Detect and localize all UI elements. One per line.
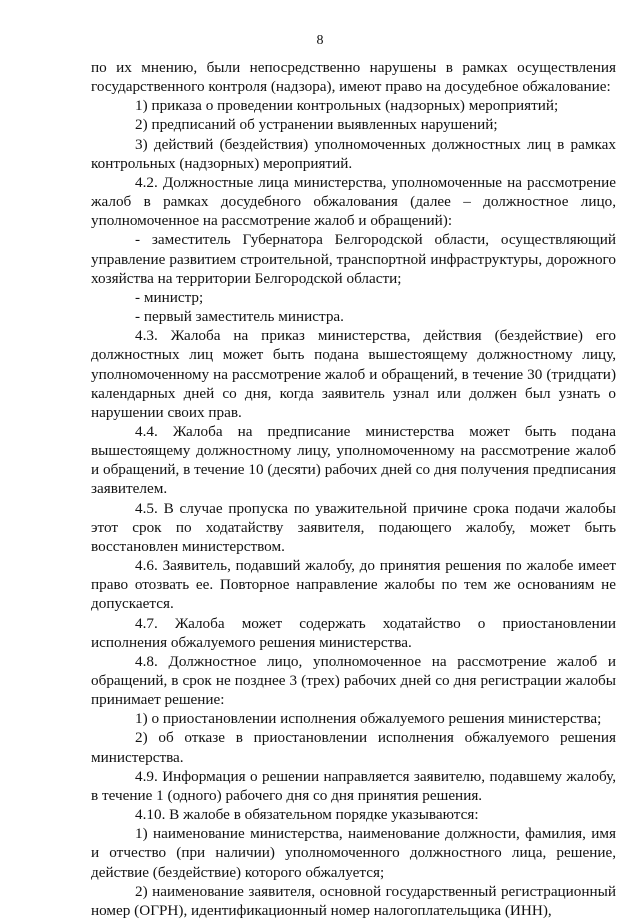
paragraph: 4.9. Информация о решении направляется заявителю, подавшему жалобу, в течение 1 (одного) рабочего дня со дня принятия решения. bbox=[91, 767, 616, 804]
paragraph: 4.4. Жалоба на предписание министерства может быть подана вышестоящему должностному лицу, уполномоченному на рассмотрение жалоб и обращений, в течение 10 (десяти) рабочих дней со дня получения предписания заявителем. bbox=[91, 422, 616, 498]
paragraph: 4.5. В случае пропуска по уважительной причине срока подачи жалобы этот срок по ходатайству заявителя, подающего жалобу, может быть восстановлен министерством. bbox=[91, 499, 616, 555]
paragraph: 1) о приостановлении исполнения обжалуемого решения министерства; bbox=[135, 710, 602, 728]
paragraph: 2) наименование заявителя, основной государственный регистрационный номер (ОГРН), идентификационный номер налогоплательщика (ИНН), bbox=[91, 882, 616, 919]
page-number: 8 bbox=[316, 33, 324, 48]
document-body bbox=[91, 58, 616, 920]
paragraph: 4.10. В жалобе в обязательном порядке указываются: bbox=[135, 806, 479, 824]
paragraph: 4.3. Жалоба на приказ министерства, действия (бездействие) его должностных лиц может быть подана вышестоящему должностному лицу, уполномоченному на рассмотрение жалоб и обращений, в течение 30 (тридцати) календарных дней со дня, когда заявитель узнал или должен был узнать о нарушении своих прав. bbox=[91, 327, 616, 421]
paragraph: 2) предписаний об устранении выявленных нарушений; bbox=[135, 116, 498, 134]
paragraph: - первый заместитель министра. bbox=[135, 308, 344, 326]
paragraph: 4.8. Должностное лицо, уполномоченное на рассмотрение жалоб и обращений, в срок не позднее 3 (трех) рабочих дней со дня регистрации жалобы принимает решение: bbox=[91, 652, 616, 709]
paragraph: 4.6. Заявитель, подавший жалобу, до принятия решения по жалобе имеет право отозвать ее. Повторное направление жалобы по тем же основаниям не допускается. bbox=[91, 557, 616, 613]
paragraph: по их мнению, были непосредственно нарушены в рамках осуществления государственного контроля (надзора), имеют право на досудебное обжалование: bbox=[91, 59, 616, 96]
paragraph: - заместитель Губернатора Белгородской области, осуществляющий управление развитием строительной, транспортной инфраструктуры, дорожного хозяйства на территории Белгородской области; bbox=[91, 231, 616, 287]
paragraph: 4.7. Жалоба может содержать ходатайство о приостановлении исполнения обжалуемого решения министерства. bbox=[91, 614, 616, 651]
paragraph: 3) действий (бездействия) уполномоченных должностных лиц в рамках контрольных (надзорных) мероприятий. bbox=[91, 135, 616, 172]
paragraph: 1) приказа о проведении контрольных (надзорных) мероприятий; bbox=[135, 97, 559, 115]
paragraph: - министр; bbox=[135, 288, 204, 306]
paragraph: 1) наименование министерства, наименование должности, фамилия, имя и отчество (при наличии) уполномоченного должностного лица, решение, действие (бездействие) которого обжалуется; bbox=[91, 825, 616, 881]
paragraph: 2) об отказе в приостановлении исполнения обжалуемого решения министерства. bbox=[91, 729, 616, 766]
paragraph: 4.2. Должностные лица министерства, уполномоченные на рассмотрение жалоб в рамках досудебного обжалования (далее – должностное лицо, уполномоченное на рассмотрение жалоб и обращений): bbox=[91, 173, 616, 230]
